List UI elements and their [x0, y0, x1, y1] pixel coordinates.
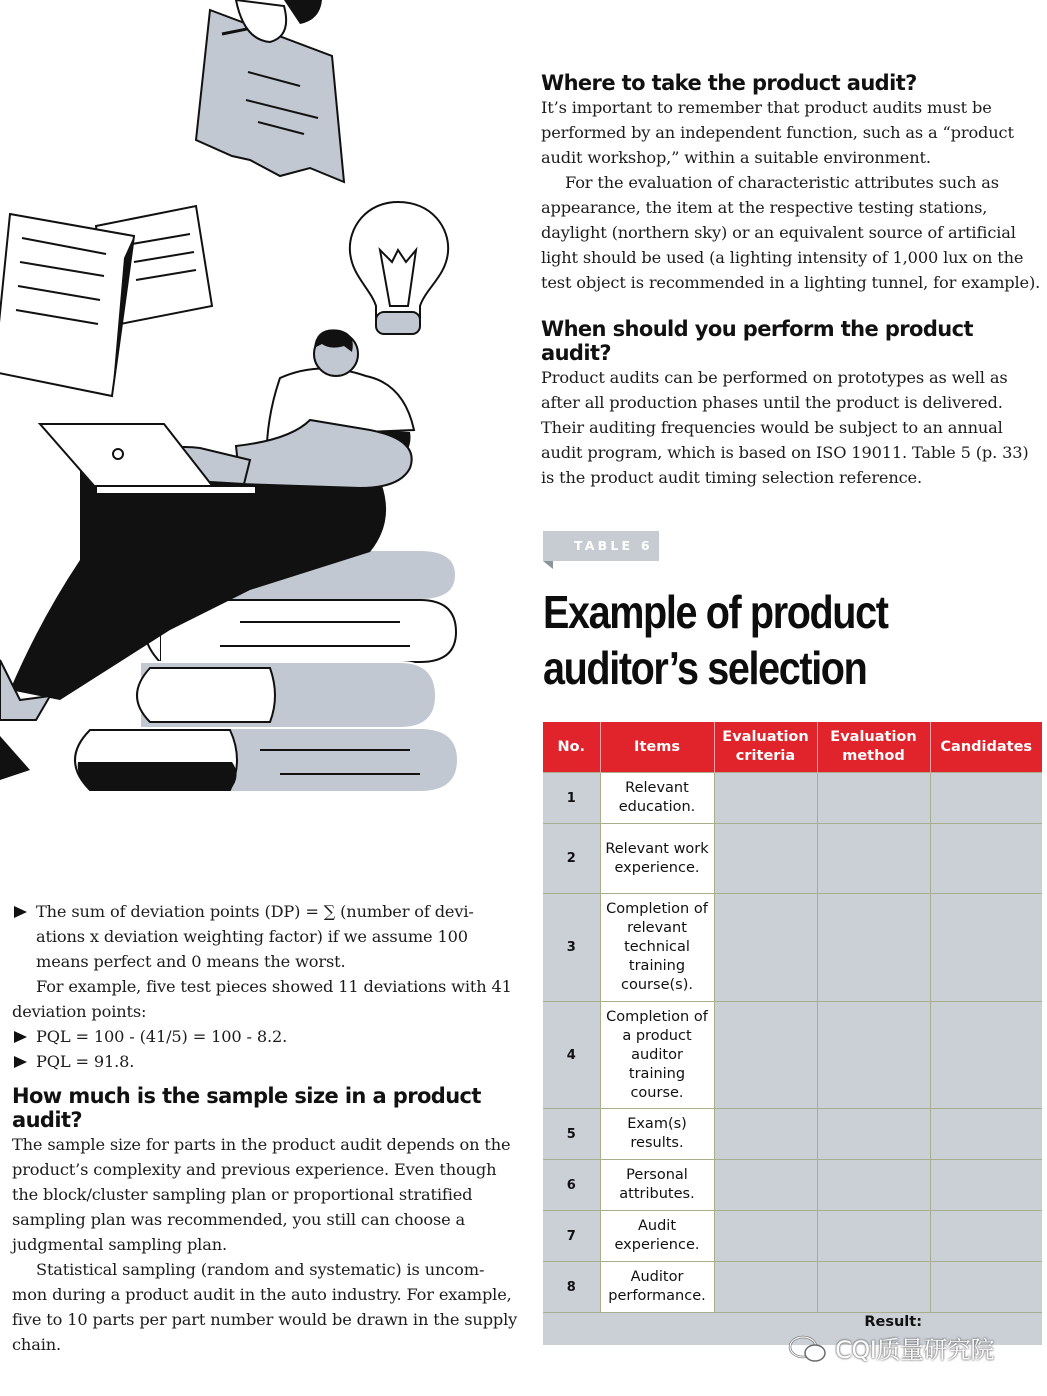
cell-criteria	[714, 1109, 817, 1160]
header-evaluation-criteria: Evaluation criteria	[714, 722, 817, 773]
wechat-logo-icon	[788, 1334, 828, 1364]
heading-when: When should you perform the product audit?	[541, 317, 973, 365]
bullet-deviation-rest: ations x deviation weighting factor) if we assume 100 means perfect and 0 means the worst.	[36, 927, 468, 971]
row-item: Auditor performance.	[600, 1262, 714, 1313]
cell-method	[817, 1211, 930, 1262]
header-candidates: Candidates	[930, 722, 1042, 773]
watermark	[788, 1330, 994, 1365]
row-item: Exam(s) results.	[600, 1109, 714, 1160]
row-item: Completion of a product auditor training course.	[600, 1002, 714, 1109]
bullet-pql-formula: PQL = 100 - (41/5) = 100 - 8.2.	[12, 1024, 518, 1049]
bullet-pql-result: PQL = 91.8.	[12, 1049, 518, 1074]
papers-icon	[0, 206, 212, 396]
table-row	[543, 894, 1042, 1002]
cell-candidates	[930, 894, 1042, 1002]
cell-candidates	[930, 824, 1042, 894]
cell-candidates	[930, 1262, 1042, 1313]
table-tag-label: TABLE 6	[574, 538, 653, 553]
table-header-row	[543, 722, 1042, 773]
row-number: 2	[543, 824, 600, 894]
heading-where: Where to take the product audit?	[541, 71, 917, 95]
row-number: 5	[543, 1109, 600, 1160]
example-paragraph: For example, five test pieces showed 11 deviations with 41 deviation points:	[12, 977, 512, 1021]
cell-candidates	[930, 1109, 1042, 1160]
row-item: Completion of relevant technical training course(s).	[600, 894, 714, 1002]
table-row	[543, 1262, 1042, 1313]
watermark-text: CQI质量研究院	[835, 1336, 994, 1364]
cell-criteria	[714, 773, 817, 824]
row-number: 4	[543, 1002, 600, 1109]
table-row	[543, 773, 1042, 824]
cell-method	[817, 1160, 930, 1211]
sample-size-paragraph-2: Statistical sampling (random and systematic) is uncom-mon during a product audit in the auto industry. For example, five to 10 parts per part number would be drawn in the supply chain.	[12, 1260, 518, 1354]
row-item: Relevant work experience.	[600, 824, 714, 894]
cell-method	[817, 773, 930, 824]
table-row	[543, 1211, 1042, 1262]
cell-method	[817, 1109, 930, 1160]
cell-method	[817, 1262, 930, 1313]
cell-criteria	[714, 824, 817, 894]
cell-candidates	[930, 1211, 1042, 1262]
row-number: 7	[543, 1211, 600, 1262]
when-paragraph-1: Product audits can be performed on prototypes as well as after all production phases until the product is delivered. Their auditing frequencies would be subject to an annual audit program, which is based on ISO 19011. Table 5 (p. 33) is the product audit timing selection reference.	[541, 368, 1029, 487]
cell-candidates	[930, 1002, 1042, 1109]
left-text-column	[12, 899, 518, 1357]
table-row	[543, 1160, 1042, 1211]
row-item: Audit experience.	[600, 1211, 714, 1262]
cell-criteria	[714, 1002, 817, 1109]
where-paragraph-2: For the evaluation of characteristic attributes such as appearance, the item at the respective testing stations, daylight (northern sky) or an equivalent source of artificial light should be used (a lighting intensity of 1,000 lux on the test object is recommended in a lighting tunnel, for example).	[541, 173, 1041, 292]
cell-criteria	[714, 894, 817, 1002]
table-row	[543, 1109, 1042, 1160]
pinned-note-icon	[196, 0, 344, 182]
cell-method	[817, 894, 930, 1002]
auditor-selection-table	[543, 722, 1042, 1345]
row-number: 3	[543, 894, 600, 1002]
row-number: 6	[543, 1160, 600, 1211]
row-item: Relevant education.	[600, 773, 714, 824]
header-no: No.	[543, 722, 600, 773]
cell-method	[817, 1002, 930, 1109]
table-row	[543, 824, 1042, 894]
cell-criteria	[714, 1160, 817, 1211]
cell-candidates	[930, 1160, 1042, 1211]
header-evaluation-method: Evaluation method	[817, 722, 930, 773]
hero-illustration	[0, 0, 470, 800]
table-title	[543, 584, 956, 696]
table-row	[543, 1002, 1042, 1109]
cell-criteria	[714, 1211, 817, 1262]
right-text-column	[541, 71, 1041, 490]
auditor-selection-table-wrapper	[543, 722, 1042, 1345]
heading-sample-size: How much is the sample size in a product audit?	[12, 1084, 481, 1132]
row-number: 8	[543, 1262, 600, 1313]
bullet-deviation-line1: The sum of deviation points (DP) = ∑ (number of devi-	[36, 902, 474, 921]
table-title-line2: auditor’s selection	[543, 642, 867, 694]
row-number: 1	[543, 773, 600, 824]
result-label: Result:	[543, 1313, 1042, 1345]
table-tag	[543, 531, 659, 561]
header-items: Items	[600, 722, 714, 773]
cell-method	[817, 824, 930, 894]
row-item: Personal attributes.	[600, 1160, 714, 1211]
bullet-deviation-points	[12, 899, 518, 974]
cell-criteria	[714, 1262, 817, 1313]
cell-candidates	[930, 773, 1042, 824]
sample-size-paragraph-1: The sample size for parts in the product audit depends on the product’s complexity and previous experience. Even though the block/cluster sampling plan or proportional stratified sampling plan was recommended, you still can choose a judgmental sampling plan.	[12, 1135, 511, 1254]
where-paragraph-1: It’s important to remember that product audits must be performed by an independent function, such as a “product audit workshop,” within a suitable environment.	[541, 98, 1014, 167]
lightbulb-icon	[350, 202, 448, 334]
table-title-line1: Example of product	[543, 586, 888, 638]
